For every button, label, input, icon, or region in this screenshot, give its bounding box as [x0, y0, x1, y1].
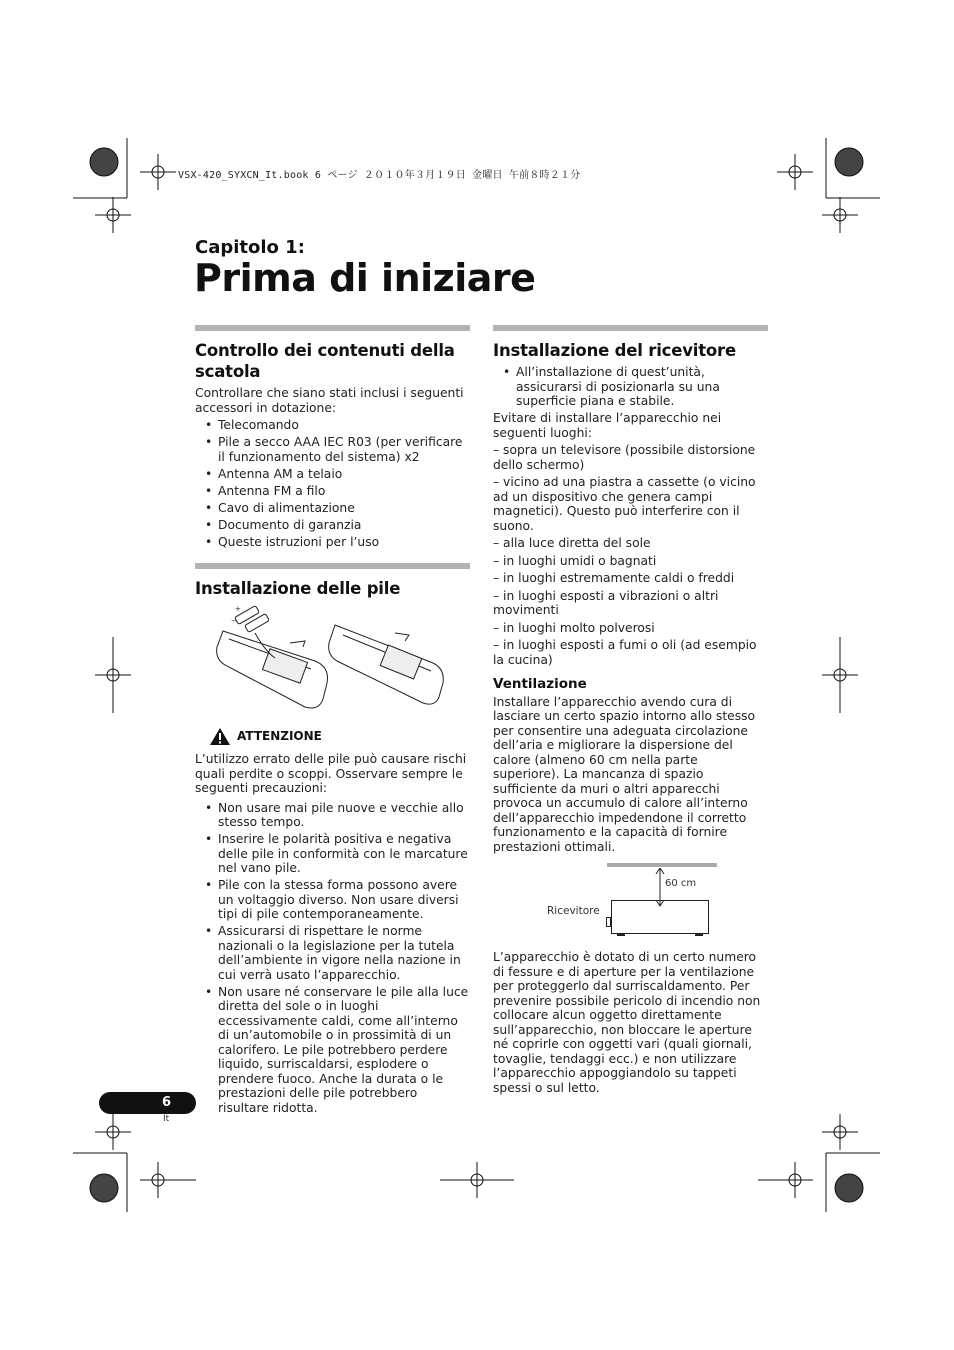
list-item: – sopra un televisore (possibile distorsione dello schermo) — [493, 443, 756, 472]
chapter-label: Capitolo 1: — [195, 237, 305, 258]
list-item: • Documento di garanzia — [195, 518, 470, 533]
svg-text:−: − — [231, 617, 237, 625]
list-item: • Pile a secco AAA IEC R03 (per verificare il funzionamento del sistema) x2 — [195, 435, 470, 464]
accessory-list — [195, 418, 470, 549]
box-contents-intro: Controllare che siano stati inclusi i seguenti accessori in dotazione: — [195, 386, 464, 415]
receiver-foot — [617, 933, 625, 936]
chapter-title: Prima di iniziare — [194, 256, 536, 300]
list-item: • Inserire le polarità positiva e negativa delle pile in conformità con le marcature nel vano pile. — [195, 832, 470, 876]
list-item: – in luoghi esposti a vibrazioni o altri movimenti — [493, 588, 719, 617]
list-item: • Antenna FM a filo — [195, 484, 470, 499]
ventilation-closing-text: L’apparecchio è dotato di un certo numero di fessure e di aperture per la ventilazione per proteggerlo dal surriscaldamento. Per prevenire possibile pericolo di incendio non collocare alcun oggetto direttamente sull’apparecchio, non bloccare le aperture né coprirle con oggetti vari (quali giornali, tovaglie, tendaggi ecc.) e non utilizzare l’apparecchio appoggiandolo su tappeti spessi o sul letto. — [493, 950, 761, 1095]
ceiling-shelf — [607, 863, 717, 867]
list-item: • All’installazione di quest’unità, assicurarsi di posizionarla su una superficie piana e stabile. — [493, 365, 768, 409]
list-item: – in luoghi molto polverosi — [493, 620, 655, 635]
ventilation-heading: Ventilazione — [493, 676, 587, 692]
list-item: • Cavo di alimentazione — [195, 501, 470, 516]
receiver-knob — [606, 917, 611, 927]
battery-heading: Installazione delle pile — [195, 579, 401, 598]
list-item: – alla luce diretta del sole — [493, 536, 651, 550]
avoid-list — [493, 443, 768, 667]
section-rule — [195, 563, 470, 569]
clearance-label: 60 cm — [665, 878, 697, 889]
list-item: – in luoghi estremamente caldi o freddi — [493, 571, 735, 585]
list-item: • Non usare mai pile nuove e vecchie allo stesso tempo. — [195, 801, 470, 830]
list-item: • Queste istruzioni per l’uso — [195, 535, 470, 550]
warning-triangle-icon — [209, 727, 231, 746]
receiver-label: Ricevitore — [547, 905, 600, 917]
svg-text:+: + — [235, 605, 241, 613]
ventilation-diagram — [493, 860, 768, 942]
warning-label: ATTENZIONE — [237, 729, 322, 744]
battery-installation-illustration — [195, 603, 470, 715]
page-number-badge: 6 — [99, 1092, 196, 1114]
list-item: • Antenna AM a telaio — [195, 467, 470, 482]
box-contents-heading: Controllo dei contenuti della scatola — [195, 341, 455, 381]
left-column — [195, 325, 470, 1118]
receiver-foot — [695, 933, 703, 936]
avoid-intro: Evitare di installare l’apparecchio nei seguenti luoghi: — [493, 411, 722, 440]
warning-text: L’utilizzo errato delle pile può causare rischi quali perdite o scoppi. Osservare sempre le seguenti precauzioni: — [195, 752, 467, 795]
warning-callout — [209, 727, 470, 746]
list-item: • Non usare né conservare le pile alla luce diretta del sole o in luoghi eccessivamente caldi, come all’interno di un’automobile o in prossimità di un calorifero. Le pile potrebbero perdere liquido, surriscaldarsi, esplodere o prendere fuoco. Anche la durata o le prestazioni delle pile potrebbero risultare ridotta. — [195, 985, 470, 1116]
warning-list — [195, 801, 470, 1116]
section-rule — [195, 325, 470, 331]
language-code: It — [163, 1114, 170, 1124]
list-item: – vicino ad una piastra a cassette (o vicino ad un dispositivo che genera campi magnetici). Questo può interferire con il suono. — [493, 475, 756, 533]
ventilation-text: Installare l’apparecchio avendo cura di lasciare un certo spazio intorno allo stesso per consentire una adeguata circolazione dell’aria e migliorare la dispersione del calore (almeno 60 cm nella parte superiore). La mancanza di spazio sufficiente da muri o altri apparecchi provoca un accumulo di calore all’interno dell’apparecchio impedendone il corretto funzionamento e la capacità di fornire prestazioni ottimali. — [493, 694, 756, 854]
right-column — [493, 325, 768, 1098]
install-list — [493, 365, 768, 409]
install-heading: Installazione del ricevitore — [493, 341, 736, 360]
section-rule — [493, 325, 768, 331]
list-item: • Assicurarsi di rispettare le norme nazionali o la legislazione per la tutela dell’ambiente in vigore nella nazione in cui verrà usato l’apparecchio. — [195, 924, 470, 982]
list-item: • Pile con la stessa forma possono avere un voltaggio diverso. Non usare diversi tipi di pile contemporaneamente. — [195, 878, 470, 922]
list-item: • Telecomando — [195, 418, 470, 433]
print-file-header: VSX-420_SYXCN_It.book 6 ページ ２０１０年３月１９日 金曜日 午前８時２１分 — [178, 170, 581, 181]
list-item: – in luoghi umidi o bagnati — [493, 553, 657, 568]
list-item: – in luoghi esposti a fumi o oli (ad esempio la cucina) — [493, 638, 757, 667]
receiver-box — [611, 900, 709, 934]
